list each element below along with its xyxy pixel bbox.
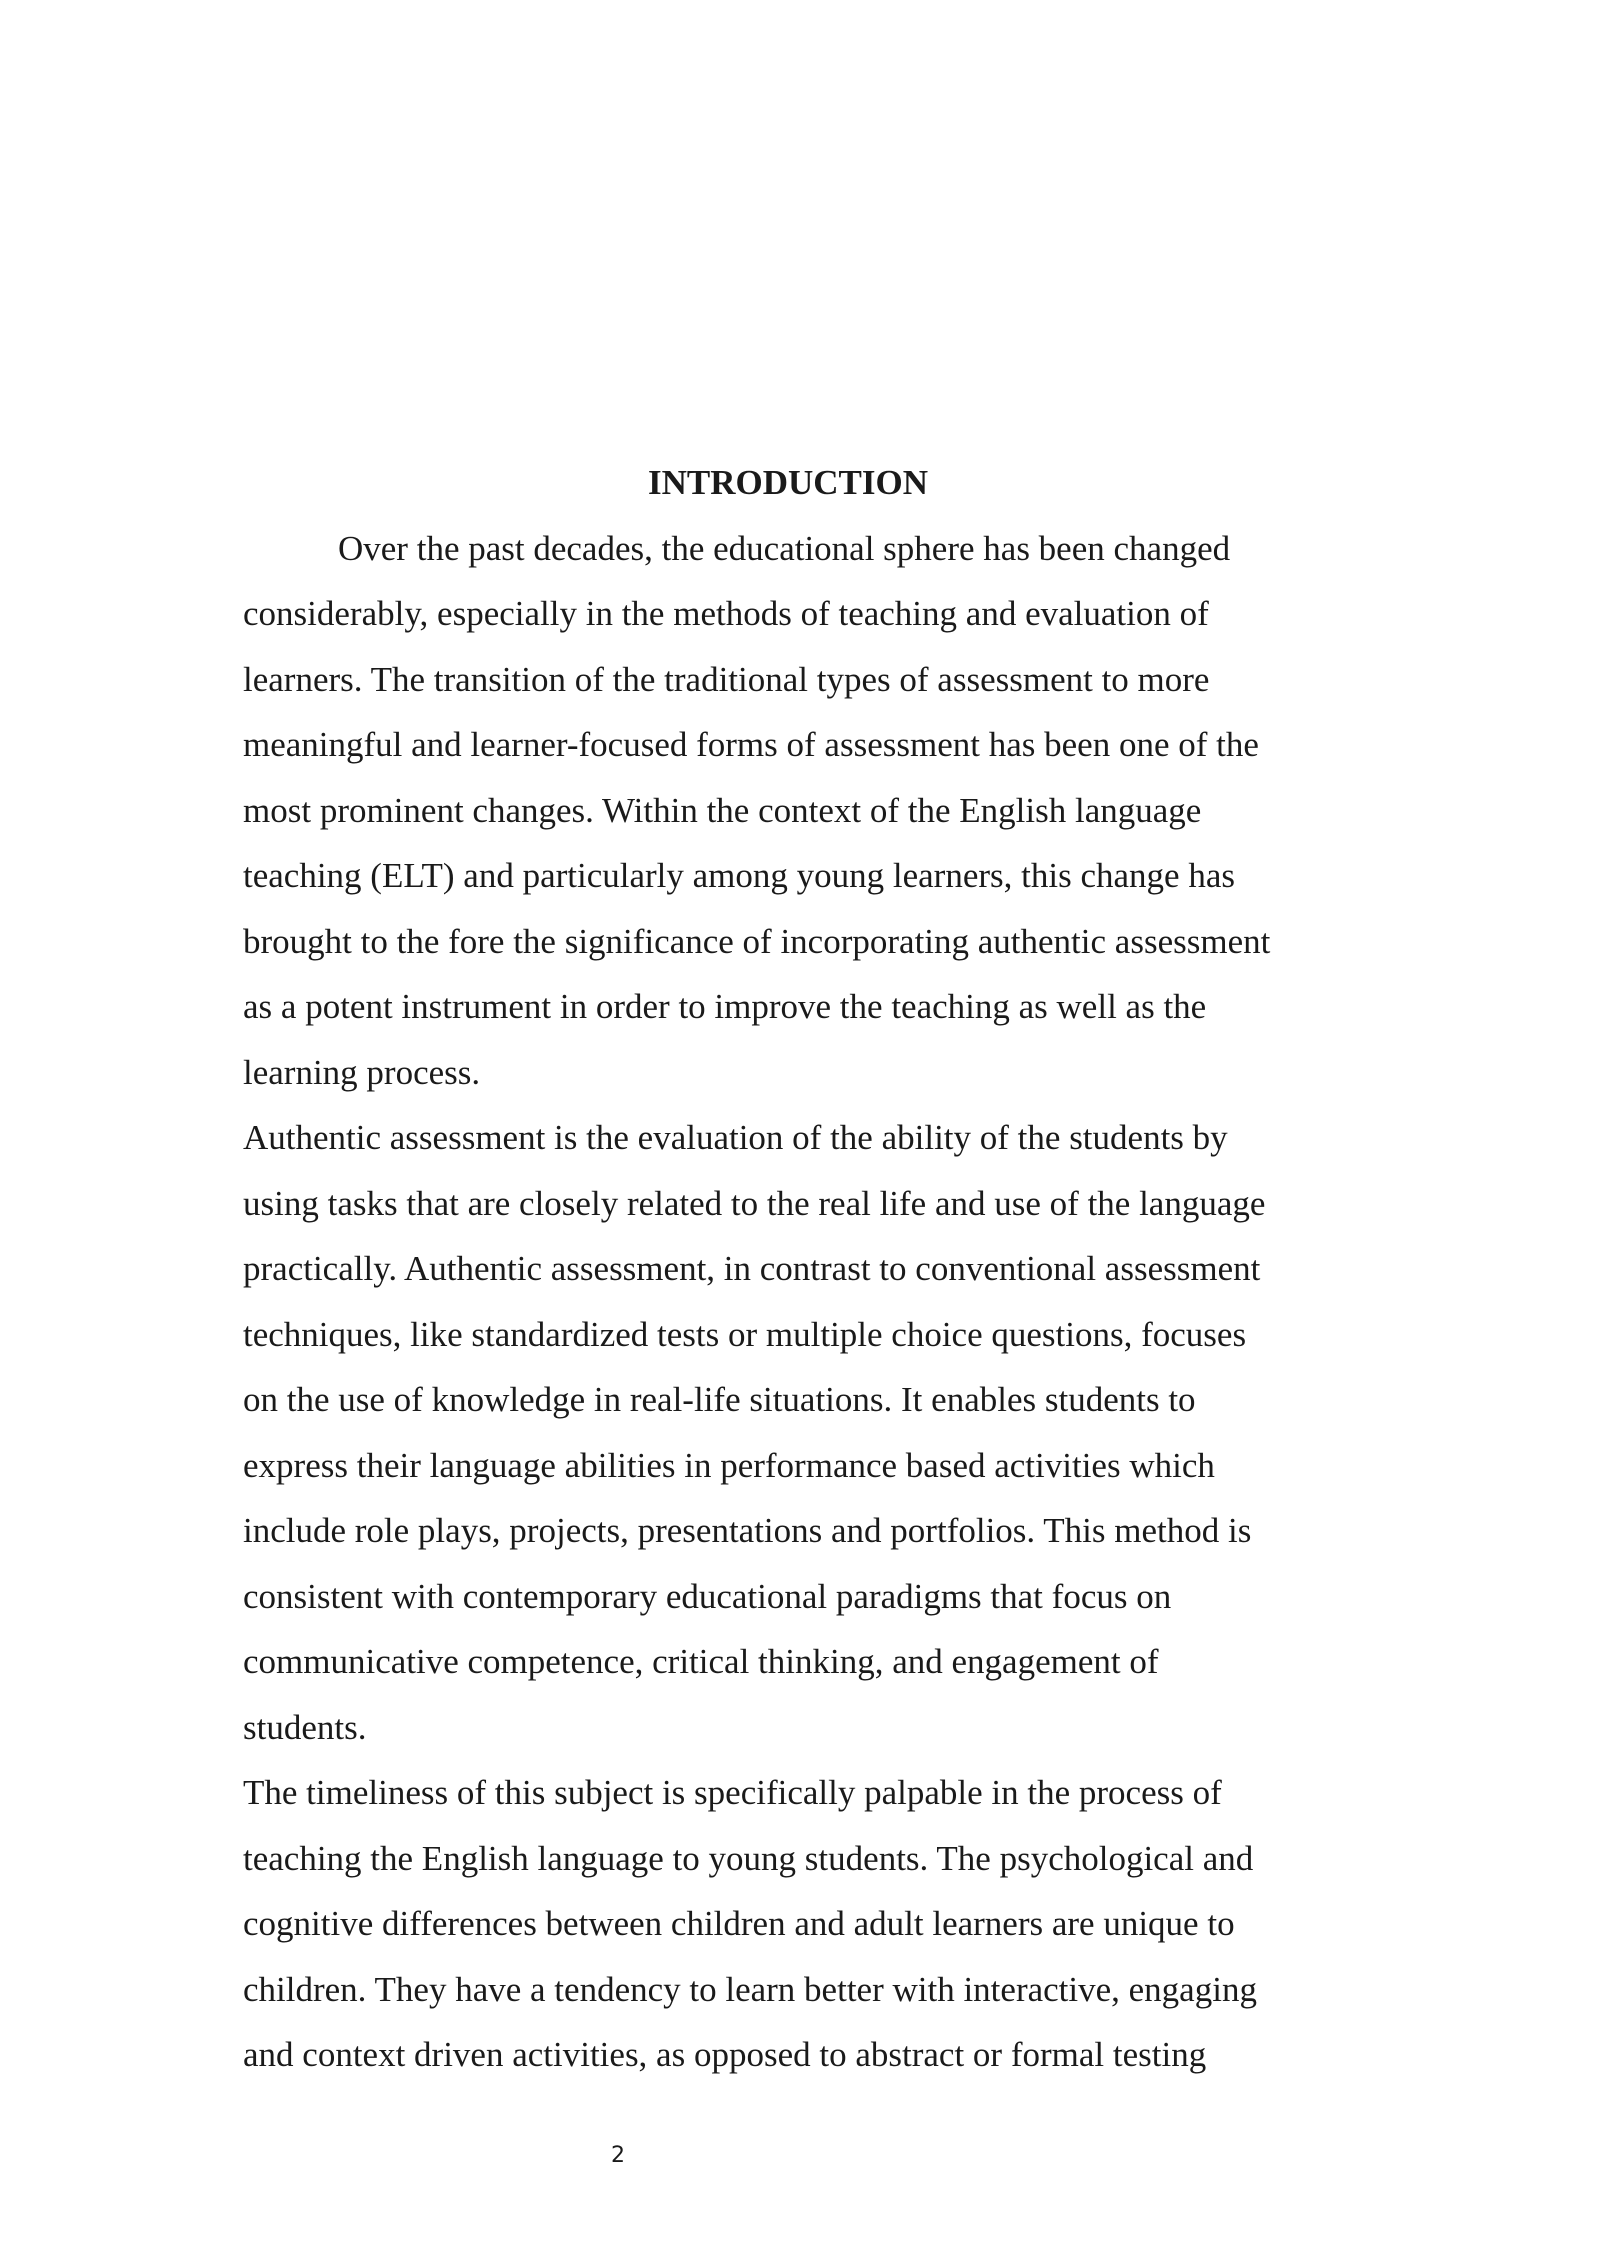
paragraph-line: communicative competence, critical thinking, and engagement of [243, 1642, 1159, 1681]
paragraph-line: brought to the fore the significance of incorporating authentic assessment [243, 921, 1271, 961]
paragraph-line: students. [243, 1707, 367, 1747]
paragraph-line: express their language abilities in performance based activities which [243, 1445, 1215, 1485]
paragraph-line: considerably, especially in the methods of teaching and evaluation of [243, 594, 1209, 633]
paragraph-line: Over the past decades, the educational sphere has been changed [338, 528, 1231, 568]
page-number: 2 [611, 2143, 625, 2168]
paragraph-3 [243, 1760, 1361, 2088]
paragraph-line: The timeliness of this subject is specifically palpable in the process of [243, 1773, 1222, 1812]
section-heading: INTRODUCTION [647, 463, 929, 502]
paragraph-line: practically. Authentic assessment, in contrast to conventional assessment [243, 1249, 1261, 1288]
paragraph-line: most prominent changes. Within the context of the English language [243, 790, 1202, 830]
paragraph-line: techniques, like standardized tests or multiple choice questions, focuses [243, 1314, 1247, 1354]
paragraph-1 [243, 516, 1361, 1106]
paragraph-line: cognitive differences between children and adult learners are unique to [243, 1904, 1235, 1943]
paragraph-line: teaching (ELT) and particularly among young learners, this change has [243, 856, 1235, 895]
paragraph-line: children. They have a tendency to learn better with interactive, engaging [243, 1969, 1257, 2009]
paragraph-line: include role plays, projects, presentations and portfolios. This method is [243, 1511, 1252, 1550]
paragraph-line: as a potent instrument in order to improve the teaching as well as the [243, 987, 1207, 1026]
paragraph-line: teaching the English language to young students. The psychological and [243, 1838, 1254, 1878]
paragraph-line: using tasks that are closely related to the real life and use of the language [243, 1183, 1266, 1223]
paragraph-line: and context driven activities, as opposed to abstract or formal testing [243, 2035, 1207, 2074]
paragraph-line: learners. The transition of the traditional types of assessment to more [243, 659, 1210, 699]
paragraph-line: Authentic assessment is the evaluation of the ability of the students by [243, 1118, 1228, 1157]
paragraph-line: meaningful and learner-focused forms of assessment has been one of the [243, 725, 1259, 764]
paragraph-line: learning process. [243, 1052, 481, 1092]
paragraph-line: on the use of knowledge in real-life situations. It enables students to [243, 1380, 1196, 1419]
paragraph-line: consistent with contemporary educational paradigms that focus on [243, 1576, 1172, 1616]
paragraph-2 [243, 1105, 1361, 1760]
document-body [243, 450, 1361, 2088]
